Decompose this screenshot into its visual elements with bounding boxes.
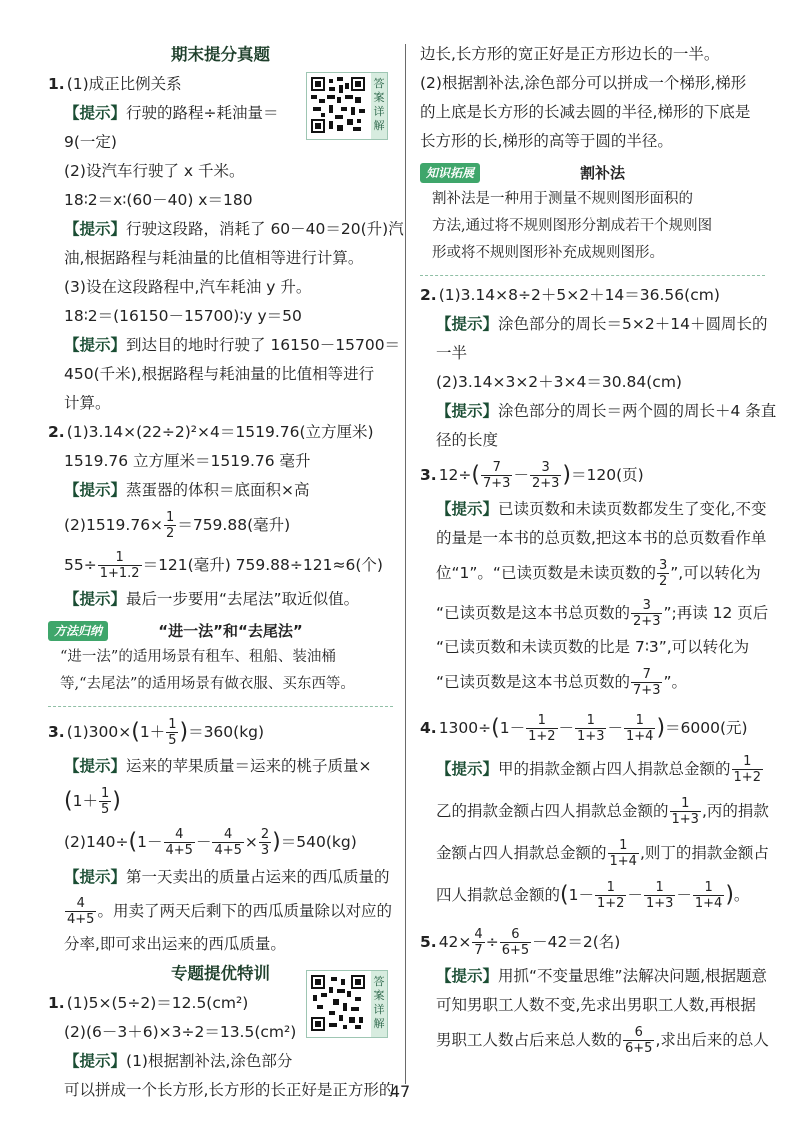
method-summary-body: “进一法”的适用场景有租车、租船、装油桶 等,“去尾法”的适用场景有做衣服、买东西等。 xyxy=(60,649,355,692)
fraction: $\frac{2}{3}$ xyxy=(260,827,270,858)
q1-part2: (2)设汽车行驶了 x 千米。 xyxy=(64,162,245,180)
q2-line4: 55÷ $\frac{1}{1+1.2}$ ＝121(毫升) 759.88÷121≈6(个) xyxy=(64,550,383,581)
fraction: $\frac{1}{1+3}$ xyxy=(577,713,605,744)
knowledge-expansion-body: 割补法是一种用于测量不规则图形面积的 方法,通过将不规则图形分割成若干个规则图 形或将不规则图形补充成规则图形。 xyxy=(432,191,713,261)
q4r-hint2: 乙的捐款金额占四人捐款总金额的 $\frac{1}{1+3}$ ,丙的捐款 xyxy=(436,796,769,827)
q3-line: 3. (1)300×(1＋ $\frac{1}{5}$ )＝360(kg) xyxy=(48,717,265,748)
q2-part2: (2)1519.76× $\frac{1}{2}$ ＝759.88(毫升) xyxy=(64,510,291,541)
q3-hint2-cont: $\frac{4}{4+5}$ 。用卖了两天后剩下的西瓜质量除以对应的 xyxy=(67,896,392,927)
fraction: $\frac{1}{2}$ xyxy=(166,510,175,541)
q1-hint1: 【提示】行驶的路程÷耗油量＝ xyxy=(64,104,279,122)
q5r-line: 5. 42× $\frac{4}{7}$ ÷ $\frac{6}{6+5}$ －42＝2(名) xyxy=(420,927,621,958)
q2-line: 2. (1)3.14×(22÷2)²×4＝1519.76(立方厘米) xyxy=(48,423,374,441)
fraction: $\frac{3}{2}$ xyxy=(658,558,668,589)
fraction: $\frac{1}{1+1.2}$ xyxy=(99,550,140,581)
fraction: $\frac{3}{2+3}$ xyxy=(633,598,661,629)
fraction: $\frac{6}{6+5}$ xyxy=(501,927,530,958)
q1-part3: (3)设在这段路程中,汽车耗油 y 升。 xyxy=(64,278,312,296)
column-divider xyxy=(405,44,406,1084)
fraction: $\frac{4}{4+5}$ xyxy=(67,896,95,927)
q2r-hint2-cont: 径的长度 xyxy=(436,431,499,449)
q3r-hint6: “已读页数是这本书总页数的 $\frac{7}{7+3}$ ”。 xyxy=(436,667,687,698)
q3r-hint1: 【提示】已读页数和未读页数都发生了变化,不变 xyxy=(436,500,767,518)
knowledge-expansion-header xyxy=(420,160,765,186)
q3r-hint2: 的量是一本书的总页数,把这本书的总页数看作单 xyxy=(436,529,767,547)
qr-code-icon xyxy=(311,77,365,133)
knowledge-expansion-badge: 知识拓展 xyxy=(420,163,480,183)
q2r-line1: 2. (1)3.14×8÷2＋5×2＋14＝36.56(cm) xyxy=(420,286,720,304)
q3-hint1: 【提示】运来的苹果质量＝运来的桃子质量× xyxy=(64,757,372,775)
method-summary-badge: 方法归纳 xyxy=(48,621,108,641)
box-separator xyxy=(48,706,393,708)
q3r-hint3: 位“1”。“已读页数是未读页数的 $\frac{3}{2}$ ”,可以转化为 xyxy=(436,558,761,589)
q2-hint2: 【提示】最后一步要用“去尾法”取近似值。 xyxy=(64,590,360,608)
answer-detail-tag: 答案详解 xyxy=(371,73,387,139)
q4r-line: 4. 1300÷(1－ $\frac{1}{1+2}$ － $\frac{1}{1+3}$ － $\frac{1}{1+4}$ )＝6000(元) xyxy=(420,713,748,744)
q5r-hint3: 男职工人数占后来总人数的 $\frac{6}{6+5}$ ,求出后来的总人 xyxy=(436,1025,769,1056)
q3-hint1-cont: (1＋ $\frac{1}{5}$ ) xyxy=(64,786,121,817)
q3r-hint5: “已读页数和未读页数的比是 7∶3”,可以转化为 xyxy=(436,638,750,656)
q1-eq2: 18∶2＝x∶(60－40) x＝180 xyxy=(64,191,253,209)
fraction: $\frac{4}{4+5}$ xyxy=(165,827,193,858)
r-line1: 边长,长方形的宽正好是正方形边长的一半。 xyxy=(420,45,720,63)
knowledge-expansion-title: 割补法 xyxy=(580,163,626,182)
q3-hint2-cont2: 分率,即可求出运来的西瓜质量。 xyxy=(64,935,286,953)
section-title-final-exam: 期末提分真题 xyxy=(171,45,270,64)
q3r-hint4: “已读页数是这本书总页数的 $\frac{3}{2+3}$ ”;再读 12 页后 xyxy=(436,598,769,629)
q1-hint3-cont2: 计算。 xyxy=(64,394,111,412)
right-column xyxy=(420,40,777,1060)
fraction: $\frac{3}{2+3}$ xyxy=(531,460,560,491)
section-title-special-training: 专题提优特训 xyxy=(171,964,270,983)
fraction: $\frac{1}{1+3}$ xyxy=(645,880,674,911)
s1-hint: 【提示】(1)根据割补法,涂色部分 xyxy=(64,1052,293,1070)
s1-line2: (2)(6－3＋6)×3÷2＝13.5(cm²) xyxy=(64,1023,297,1041)
q1-line: 1. (1)成正比例关系 xyxy=(48,75,182,93)
fraction: $\frac{4}{7}$ xyxy=(474,927,483,958)
q1-hint2: 【提示】行驶这段路，消耗了 60－40＝20(升)汽 xyxy=(64,220,404,238)
q1-hint3: 【提示】到达目的地时行驶了 16150－15700＝ xyxy=(64,336,401,354)
fraction: $\frac{1}{1+2}$ xyxy=(733,754,761,785)
q2-line2: 1519.76 立方厘米＝1519.76 毫升 xyxy=(64,452,311,470)
q2-hint1: 【提示】蒸蛋器的体积＝底面积×高 xyxy=(64,481,310,499)
q2r-hint2: 【提示】涂色部分的周长＝两个圆的周长＋4 条直 xyxy=(436,402,777,420)
fraction: $\frac{1}{1+4}$ xyxy=(626,713,654,744)
method-summary-header xyxy=(48,618,393,644)
qr-code-icon xyxy=(311,975,365,1031)
s1-line4: 可以拼成一个长方形,长方形的长正好是正方形的 xyxy=(64,1081,395,1099)
box-separator xyxy=(420,275,765,277)
q2r-line3: (2)3.14×3×2＋3×4＝30.84(cm) xyxy=(436,373,682,391)
q1-hint3-cont: 450(千米),根据路程与耗油量的比值相等进行 xyxy=(64,365,375,383)
method-summary-title: “进一法”和“去尾法” xyxy=(158,621,303,640)
q3r-line: 3. 12÷( $\frac{7}{7+3}$ － $\frac{3}{2+3}$ )＝120(页) xyxy=(420,460,644,491)
s1-line: 1. (1)5×(5÷2)＝12.5(cm²) xyxy=(48,994,249,1012)
r-line2: (2)根据割补法,涂色部分可以拼成一个梯形,梯形 xyxy=(420,74,747,92)
fraction: $\frac{1}{1+2}$ xyxy=(528,713,556,744)
q3-part2: (2)140÷(1－ $\frac{4}{4+5}$ － $\frac{4}{4+5}$ × $\frac{2}{3}$ )＝540(kg) xyxy=(64,827,357,858)
q2r-hint1-cont: 一半 xyxy=(436,344,468,362)
fraction: $\frac{1}{1+4}$ xyxy=(694,880,723,911)
fraction: $\frac{1}{1+4}$ xyxy=(609,838,637,869)
r-line3: 的上底是长方形的长减去圆的半径,梯形的下底是 xyxy=(420,103,751,121)
fraction: $\frac{1}{1+2}$ xyxy=(596,880,625,911)
fraction: $\frac{6}{6+5}$ xyxy=(625,1025,653,1056)
q4r-hint4: 四人捐款总金额的(1－ $\frac{1}{1+2}$ － $\frac{1}{1+3}$ － $\frac{1}{1+4}$ )。 xyxy=(436,880,750,911)
q1-hint2-cont: 油,根据路程与耗油量的比值相等进行计算。 xyxy=(64,249,364,267)
r-line4: 长方形的长,梯形的高等于圆的半径。 xyxy=(420,132,673,150)
q5r-hint2: 可知男职工人数不变,先求出男职工人数,再根据 xyxy=(436,996,756,1014)
qr-code-block[interactable] xyxy=(306,72,388,140)
q3-hint2: 【提示】第一天卖出的质量占运来的西瓜质量的 xyxy=(64,868,390,886)
fraction: $\frac{1}{5}$ xyxy=(168,717,177,748)
fraction: $\frac{1}{5}$ xyxy=(100,786,110,817)
q5r-hint1: 【提示】用抓“不变量思维”法解决问题,根据题意 xyxy=(436,967,768,985)
fraction: $\frac{7}{7+3}$ xyxy=(633,667,661,698)
q2r-hint1: 【提示】涂色部分的周长＝5×2＋14＋圆周长的 xyxy=(436,315,768,333)
q1-eq3: 18∶2＝(16150－15700)∶y y＝50 xyxy=(64,307,302,325)
qr-code-block-2[interactable] xyxy=(306,970,388,1038)
page-number: 47 xyxy=(389,1082,411,1101)
fraction: $\frac{4}{4+5}$ xyxy=(214,827,242,858)
q4r-hint1: 【提示】甲的捐款金额占四人捐款总金额的 $\frac{1}{1+2}$ xyxy=(436,754,761,785)
answer-detail-tag: 答案详解 xyxy=(371,971,387,1037)
q4r-hint3: 金额占四人捐款总金额的 $\frac{1}{1+4}$ ,则丁的捐款金额占 xyxy=(436,838,769,869)
q1-hint1-cont: 9(一定) xyxy=(64,133,117,151)
fraction: $\frac{1}{1+3}$ xyxy=(671,796,699,827)
fraction: $\frac{7}{7+3}$ xyxy=(483,460,511,491)
